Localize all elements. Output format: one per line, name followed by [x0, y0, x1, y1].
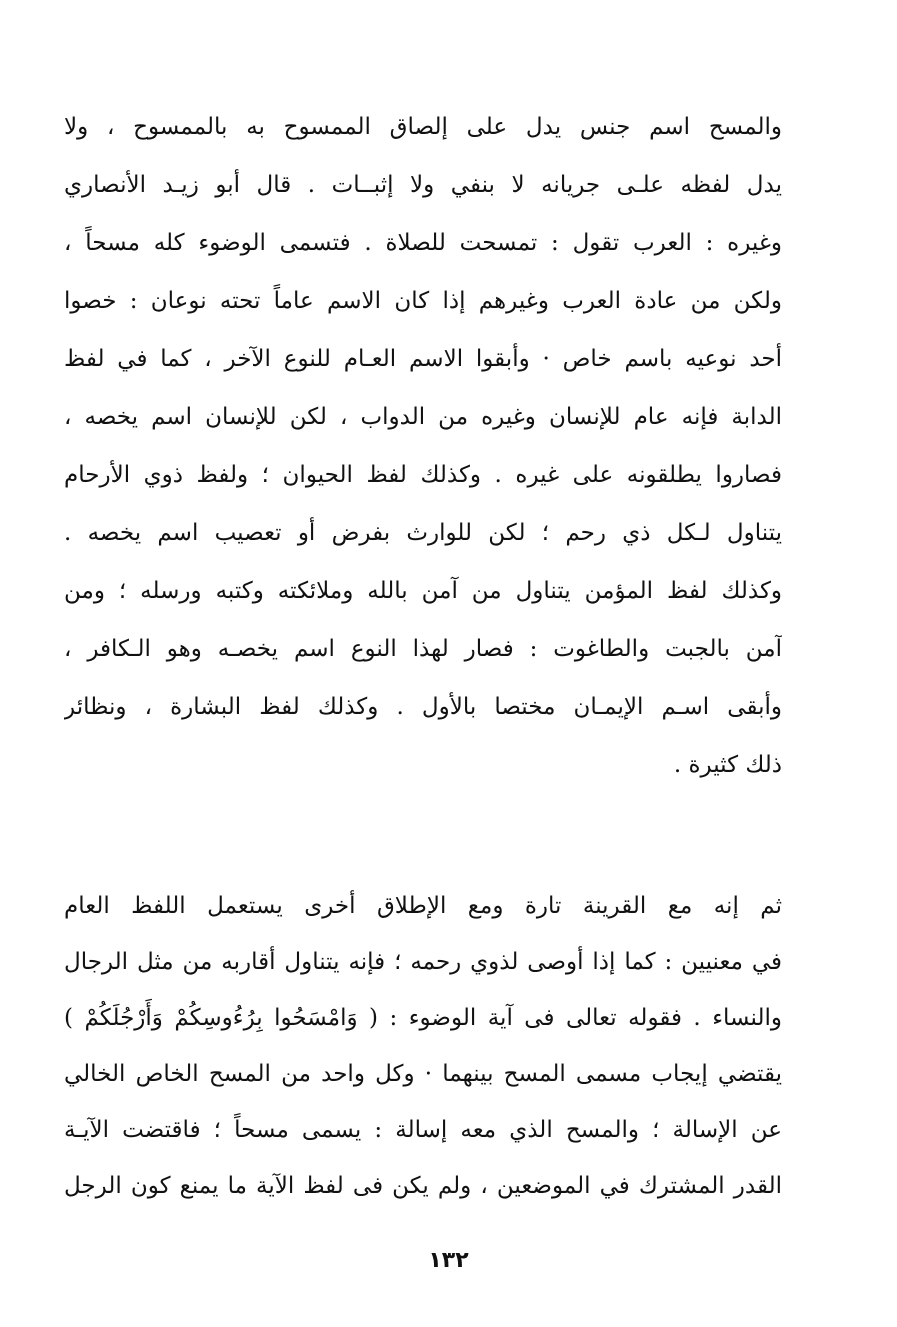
text-line: ولكن من عادة العرب وغيرهم إذا كان الاسم عاماً تحته نوعان : خصوا [64, 288, 782, 314]
text-line: القدر المشترك في الموضعين ، ولم يكن فى لفظ الآية ما يمنع كون الرجل [64, 1173, 782, 1199]
text-line: ثم إنه مع القرينة تارة ومع الإطلاق أخرى يستعمل اللفظ العام [64, 893, 782, 919]
quran-verse-line: والنساء . فقوله تعالى فى آية الوضوء : ( وَامْسَحُوا بِرُءُوسِكُمْ وَأَرْجُلَكُمْ ) [64, 1005, 782, 1031]
text-line: في معنيين : كما إذا أوصى لذوي رحمه ؛ فإنه يتناول أقاربه من مثل الرجال [64, 949, 782, 975]
text-line: يقتضي إيجاب مسمى المسح بينهما · وكل واحد من المسح الخاص الخالي [64, 1061, 782, 1087]
text-line: وغيره : العرب تقول : تمسحت للصلاة . فتسمى الوضوء كله مسحاً ، [64, 230, 782, 256]
paragraph-2 [64, 878, 782, 1214]
text-line: والمسح اسم جنس يدل على إلصاق الممسوح به بالممسوح ، ولا [64, 114, 782, 140]
text-line: أحد نوعيه باسم خاص · وأبقوا الاسم العـام للنوع الآخر ، كما في لفظ [64, 346, 782, 372]
page-number: ١٣٢ [428, 1248, 469, 1273]
text-line: ذلك كثيرة . [673, 752, 782, 778]
text-line: يدل لفظه علـى جريانه لا بنفي ولا إثبــات . قال أبو زيـد الأنصاري [64, 172, 782, 198]
text-line: فصاروا يطلقونه على غيره . وكذلك لفظ الحيوان ؛ ولفظ ذوي الأرحام [64, 462, 782, 488]
paragraph-1 [64, 98, 782, 794]
text-line: عن الإسالة ؛ والمسح الذي معه إسالة : يسمى مسحاً ؛ فاقتضت الآيـة [64, 1117, 782, 1143]
text-line: الدابة فإنه عام للإنسان وغيره من الدواب ، لكن للإنسان اسم يخصه ، [64, 404, 782, 430]
text-line: يتناول لـكل ذي رحم ؛ لكن للوارث بفرض أو تعصيب اسم يخصه . [64, 520, 782, 546]
text-line: وأبقى اسـم الإيمـان مختصا بالأول . وكذلك لفظ البشارة ، ونظائر [64, 694, 782, 720]
text-line: وكذلك لفظ المؤمن يتناول من آمن بالله وملائكته وكتبه ورسله ؛ ومن [64, 578, 782, 604]
text-line: آمن بالجبت والطاغوت : فصار لهذا النوع اسم يخصـه وهو الـكافر ، [64, 636, 782, 662]
